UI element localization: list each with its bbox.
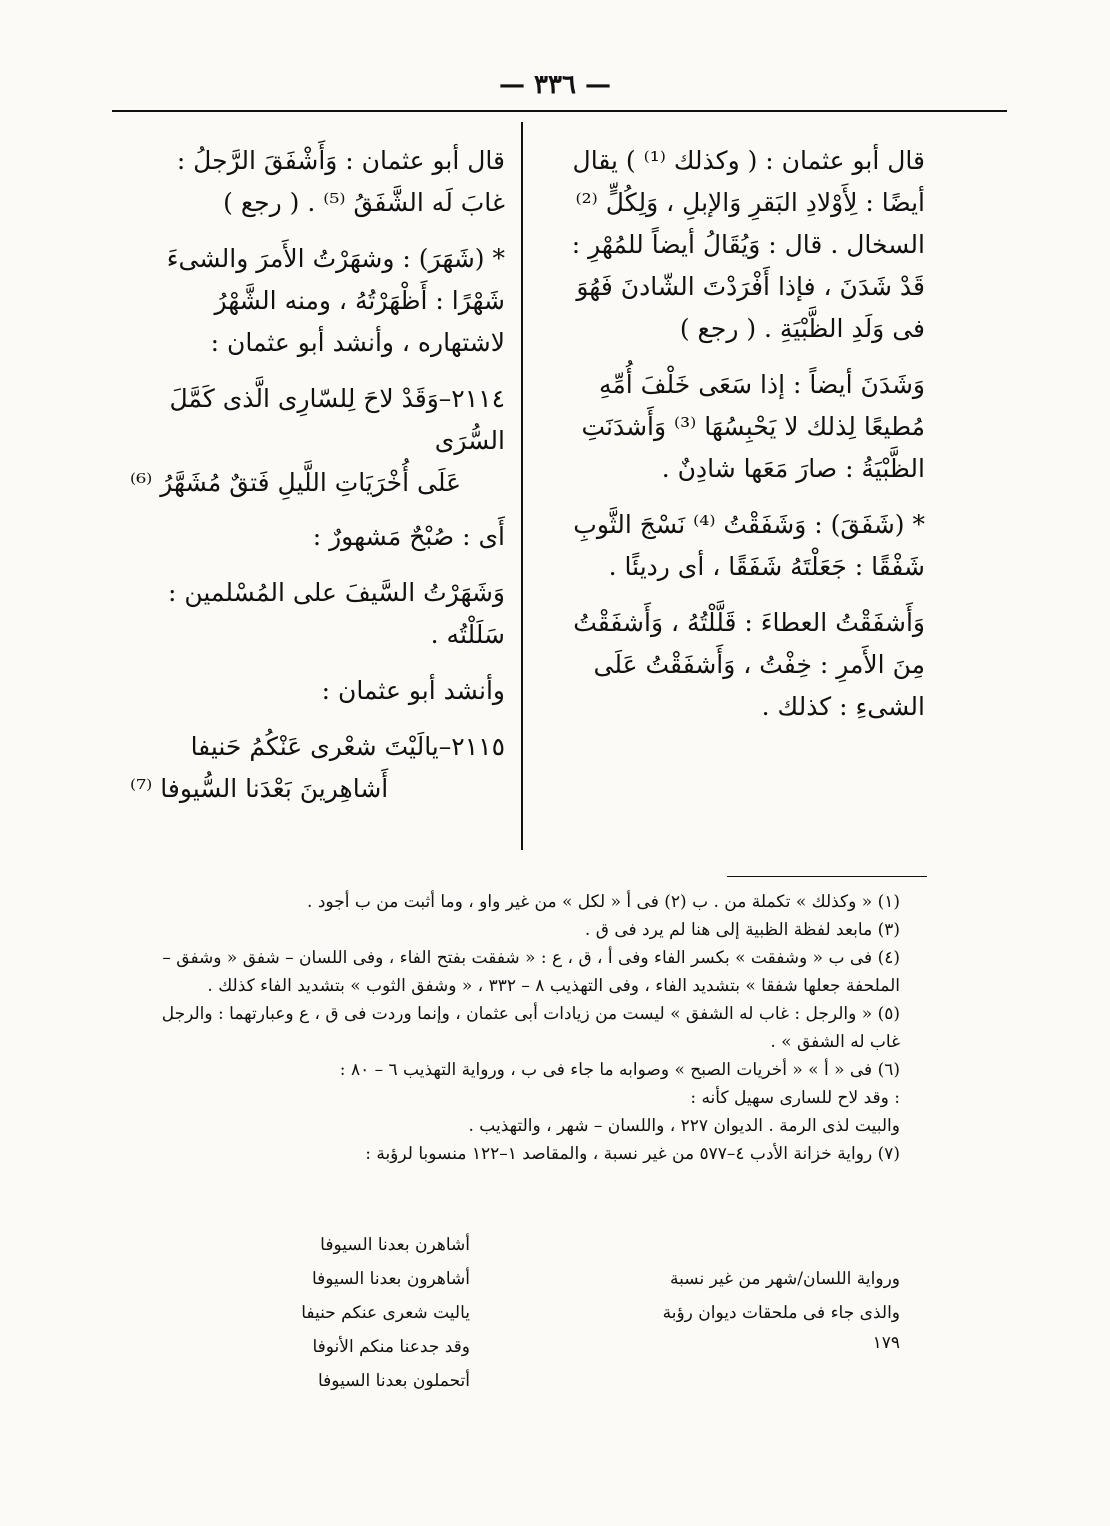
variant-verse: أشاهرون بعدنا السيوفا bbox=[311, 1269, 470, 1289]
left-column bbox=[130, 140, 505, 822]
verse-hemistich: أَشاهِرينَ بَعْدَنا السُّيوفا ⁽⁷⁾ bbox=[130, 774, 389, 803]
paragraph: وأنشد أبو عثمان : bbox=[321, 676, 505, 705]
page-number: — ٣٣٦ — bbox=[498, 70, 612, 100]
paragraph: * (شَفَقَ) : وَشَفَقْتُ ⁽⁴⁾ نَسْجَ الثَّوبِ شَفْقًا : جَعَلْتَهُ شَفَقًا ، أى رديئًا . bbox=[573, 510, 925, 581]
paragraph: * (شَهَرَ) : وشهَرْتُ الأَمرَ والشىءَ شَهْرًا : أَظْهَرْتُهُ ، ومنه الشَّهْرُ لاشتهاره ، وأنشد أبو عثمان : bbox=[166, 244, 505, 357]
footnote-line: (٥) « والرجل : غاب له الشفق » ليست من زيادات أبى عثمان ، وإنما وردت فى ق ، ع وعبارتهما : والرجل bbox=[161, 1004, 900, 1024]
footnote-line: (٧) رواية خزانة الأدب ٤–٥٧٧ من غير نسبة ، والمقاصد ١–١٢٢ منسوبا لرؤبة : bbox=[365, 1144, 900, 1164]
variant-verse: أشاهرن بعدنا السيوفا bbox=[320, 1235, 470, 1255]
header-rule bbox=[112, 110, 1007, 112]
variant-verse: وقد جدعنا منكم الأنوفا bbox=[312, 1337, 470, 1357]
verse-hemistich: ٢١١٥–يالَيْتَ شعْرى عَنْكُمُ حَنيفا bbox=[190, 732, 505, 761]
verse-hemistich: عَلَى أُخْرَيَاتِ اللَّيلِ فَتقٌ مُشَهَّرُ ⁽⁶⁾ bbox=[130, 468, 462, 497]
footnotes bbox=[161, 888, 900, 1168]
variant-verse: ياليت شعرى عنكم حنيفا bbox=[301, 1303, 470, 1323]
paragraph: وَأَشفَقْتُ العطاءَ : قَلَّلْتُهُ ، وَأَشفَقْتُ مِنَ الأَمرِ : خِفْتُ ، وَأَشفَقْتُ عَلَى الشىءِ : كذلك . bbox=[573, 608, 925, 721]
paragraph: أَى : صُبْحٌ مَشهورٌ : bbox=[312, 522, 505, 551]
footnote-line: : وقد لاح للسارى سهيل كأنه : bbox=[690, 1088, 900, 1108]
right-column bbox=[545, 140, 925, 742]
footnote-line: (٣) مابعد لفظة الظبية إلى هنا لم يرد فى ق . bbox=[584, 920, 900, 940]
column-divider bbox=[521, 122, 523, 850]
footnote-rule bbox=[727, 876, 927, 877]
verse-2114 bbox=[130, 378, 505, 504]
footnote-line: (٤) فى ب « وشفقت » بكسر الفاء وفى أ ، ق ، ع : « شفقت بفتح الفاء ، وفى اللسان – شفق « وشفق – bbox=[162, 948, 900, 968]
footnote-line: والبيت لذى الرمة . الديوان ٢٢٧ ، واللسان – شهر ، والتهذيب . bbox=[468, 1116, 900, 1136]
variant-label: والذى جاء فى ملحقات ديوان رؤبة ١٧٩ bbox=[662, 1303, 900, 1353]
variant-label: ورواية اللسان/شهر من غير نسبة bbox=[670, 1269, 900, 1289]
verse-2115 bbox=[130, 726, 505, 810]
verse-variants bbox=[240, 1230, 900, 1400]
paragraph: قال أبو عثمان : ( وكذلك ⁽¹⁾ ) يقال أيضًا : لِأَوْلادِ البَقرِ وَالإبلِ ، وَلِكُلٍّ ⁽²⁾ السخال . قال : وَيُقَالُ أيضاً للمُهْرِ : قَدْ شَدَنَ ، فإذا أَفْرَدْتَ الشّادنَ فَهُوَ فى وَلَدِ الظَّبْيَةِ . ( رجع ) bbox=[571, 146, 925, 343]
paragraph: وَشَدَنَ أيضاً : إذا سَعَى خَلْفَ أُمِّهِ مُطيعًا لِذلك لا يَحْبِسُهَا ⁽³⁾ وَأَشدَنَتِ الظَّبْيَةُ : صارَ مَعَها شادِنٌ . bbox=[581, 370, 925, 483]
footnote-line: غاب له الشفق » . bbox=[770, 1032, 900, 1052]
footnote-line: (١) « وكذلك » تكملة من . ب (٢) فى أ « لكل » من غير واو ، وما أثبت من ب أجود . bbox=[307, 892, 900, 912]
footnote-line: (٦) فى « أ » « أخريات الصبح » وصوابه ما جاء فى ب ، ورواية التهذيب ٦ – ٨٠ : bbox=[339, 1060, 900, 1080]
paragraph: قال أبو عثمان : وَأَشْفَقَ الرَّجلُ : غابَ لَه الشَّفَقُ ⁽⁵⁾ . ( رجع ) bbox=[176, 146, 505, 217]
variant-verse: أتحملون بعدنا السيوفا bbox=[317, 1371, 470, 1391]
footnote-line: الملحفة جعلها شفقا » بتشديد الفاء ، وفى التهذيب ٨ – ٣٣٢ ، « وشفق الثوب » بتشديد الفاء كذلك . bbox=[207, 976, 900, 996]
verse-hemistich: ٢١١٤–وَقَدْ لاحَ لِلسّارِى الَّذى كَمَّلَ السُّرَى bbox=[169, 384, 505, 455]
paragraph: وَشَهَرْتُ السَّيفَ على المُسْلمين : سَلَلْتُه . bbox=[167, 578, 505, 649]
